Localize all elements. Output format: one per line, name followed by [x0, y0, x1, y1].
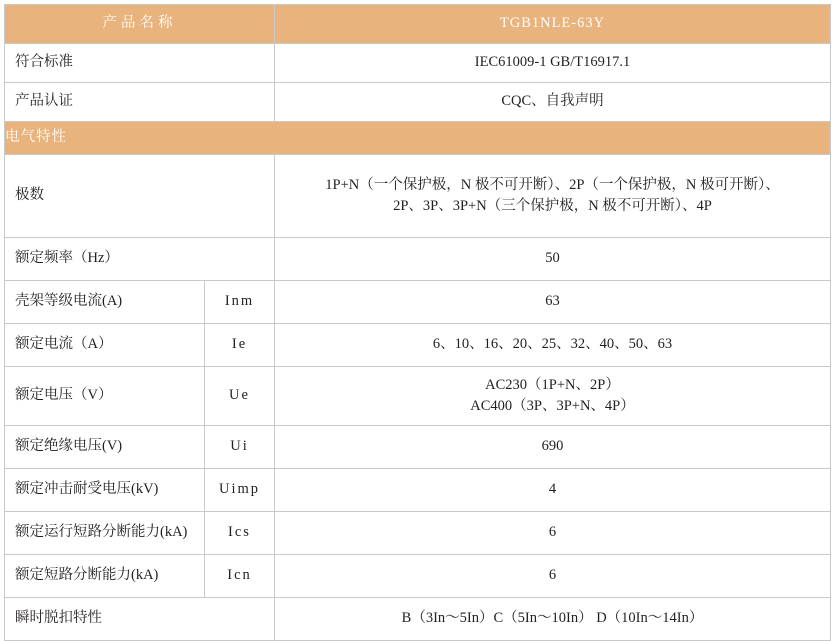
spec-table-body — [5, 5, 831, 641]
row-symbol: Ue — [205, 367, 275, 426]
row-symbol: Ics — [205, 512, 275, 555]
row-value: 690 — [275, 426, 831, 469]
row-label: 额定绝缘电压(V) — [5, 426, 205, 469]
row-label: 极数 — [5, 155, 275, 238]
table-row — [5, 512, 831, 555]
section-label-electrical: 电气特性 — [5, 122, 831, 155]
row-value — [275, 367, 831, 426]
row-label: 壳架等级电流(A) — [5, 281, 205, 324]
product-spec-table — [4, 4, 831, 641]
row-symbol: Ie — [205, 324, 275, 367]
row-value: 6、10、16、20、25、32、40、50、63 — [275, 324, 831, 367]
table-row — [5, 238, 831, 281]
row-label: 额定电流（A） — [5, 324, 205, 367]
row-label: 符合标准 — [5, 44, 275, 83]
row-label: 额定冲击耐受电压(kV) — [5, 469, 205, 512]
header-product-name: 产品名称 — [5, 5, 275, 44]
spec-sheet — [0, 4, 834, 627]
row-value: 50 — [275, 238, 831, 281]
row-value: IEC61009-1 GB/T16917.1 — [275, 44, 831, 83]
row-value: 4 — [275, 469, 831, 512]
table-header-row — [5, 5, 831, 44]
row-label: 额定频率（Hz） — [5, 238, 275, 281]
row-symbol: Ui — [205, 426, 275, 469]
row-value: CQC、自我声明 — [275, 83, 831, 122]
row-label: 额定电压（V） — [5, 367, 205, 426]
table-row — [5, 598, 831, 641]
row-label: 产品认证 — [5, 83, 275, 122]
row-label: 瞬时脱扣特性 — [5, 598, 275, 641]
header-product-model: TGB1NLE-63Y — [275, 5, 831, 44]
row-value: B（3In～5In）C（5In～10In） D（10In～14In） — [275, 598, 831, 641]
row-value — [275, 155, 831, 238]
row-value-line: 2P、3P、3P+N（三个保护极，N 极不可开断）、4P — [393, 198, 712, 214]
section-header-row — [5, 122, 831, 155]
table-row — [5, 83, 831, 122]
row-value: 6 — [275, 512, 831, 555]
row-value-line: AC400（3P、3P+N、4P） — [470, 398, 635, 414]
row-value-line: AC230（1P+N、2P） — [485, 376, 620, 393]
row-value-line: 1P+N（一个保护极，N 极不可开断）、2P（一个保护极，N 极可开断）、 — [325, 176, 780, 193]
row-symbol: Icn — [205, 555, 275, 598]
row-label: 额定运行短路分断能力(kA) — [5, 512, 205, 555]
row-value: 63 — [275, 281, 831, 324]
row-symbol: Inm — [205, 281, 275, 324]
table-row — [5, 324, 831, 367]
row-label: 额定短路分断能力(kA) — [5, 555, 205, 598]
table-row — [5, 155, 831, 238]
table-row — [5, 44, 831, 83]
table-row — [5, 469, 831, 512]
table-row — [5, 555, 831, 598]
table-row — [5, 426, 831, 469]
row-value: 6 — [275, 555, 831, 598]
row-symbol: Uimp — [205, 469, 275, 512]
table-row — [5, 281, 831, 324]
table-row — [5, 367, 831, 426]
